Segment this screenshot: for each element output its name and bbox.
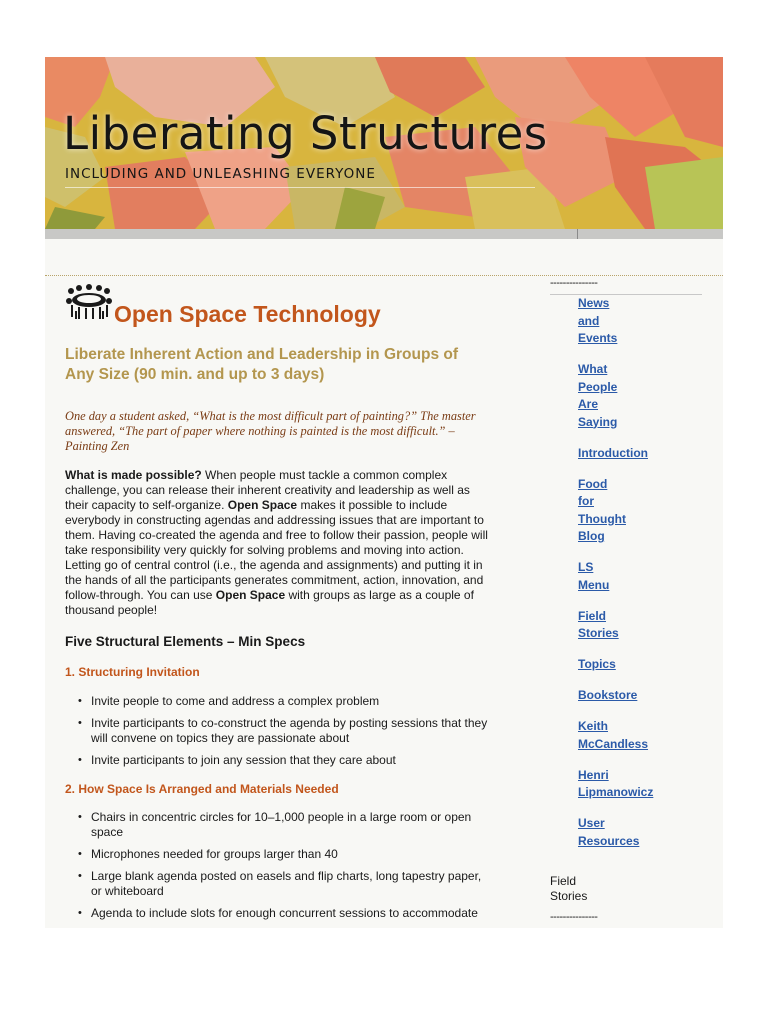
list-item: • Invite participants to join any session that they care about: [65, 753, 490, 768]
sidebar-field-stories-label: Field Stories: [550, 874, 588, 903]
intro-text-3: with groups as large as a couple of thousand people!: [65, 588, 474, 617]
sidebar-link-henri-lipmanowicz[interactable]: [578, 767, 688, 802]
sidebar-link-line: People: [578, 379, 618, 394]
page-container: [45, 57, 723, 928]
sidebar-separator: ---------------: [550, 277, 598, 289]
sidebar-link-line: Introduction: [578, 445, 648, 460]
intro-text-2: makes it possible to include everybody in constructing agendas and addressing issues that are important to them. Having co-created the agenda and free to follow their passion, people will take responsibility very quickly for solving problems and moving into action. Letting go of central control (i.e., the agenda and assignments) and putting it in the hands of all the participants generates commitment, action, innovation, and follow-through. You can use: [65, 498, 488, 602]
list-item: • Invite participants to co-construct the agenda by posting sessions that they will convene on topics they are passionate about: [65, 716, 490, 746]
section-heading: 1. Structuring Invitation: [65, 665, 200, 679]
list-item: • Agenda to include slots for enough concurrent sessions to accommodate: [65, 906, 490, 921]
sidebar-link-field-stories[interactable]: [578, 608, 688, 643]
strip-divider: [577, 229, 578, 239]
open-space-term-1: Open Space: [227, 498, 298, 512]
title-row: [65, 283, 495, 327]
bullet-list: [65, 810, 490, 928]
elements-heading: Five Structural Elements – Min Specs: [65, 634, 306, 649]
content-divider: [45, 275, 723, 276]
sidebar-link-line: for: [578, 494, 594, 508]
sidebar-link-line: Resources: [578, 833, 640, 848]
sidebar-link-introduction[interactable]: [578, 445, 688, 463]
bullet-list: [65, 694, 490, 775]
sidebar-link-line: Are: [578, 397, 599, 411]
tagline-divider: [65, 187, 535, 188]
sidebar-link-line: What: [578, 362, 608, 376]
sidebar-link-line: Bookstore: [578, 688, 638, 702]
sidebar-link-line: Lipmanowicz: [578, 785, 654, 799]
sidebar-link-keith-mccandless[interactable]: [578, 718, 688, 753]
sidebar-link-line: Saying: [578, 414, 618, 429]
sidebar-link-line: Menu: [578, 577, 610, 592]
sidebar-link-line: McCandless: [578, 736, 649, 751]
list-item: • Invite people to come and address a complex problem: [65, 694, 490, 709]
sidebar-link-line: Henri: [578, 767, 609, 782]
sidebar-link-line: User: [578, 816, 605, 830]
painting-zen-quote: One day a student asked, “What is the most difficult part of painting?” The master answered, “The part of paper where nothing is painted is the most difficult.” – Painting Zen: [65, 409, 476, 453]
sidebar-link-line: and: [578, 313, 600, 328]
sidebar-link-line: Field: [578, 608, 607, 623]
list-item: • Microphones needed for groups larger than 40: [65, 847, 490, 862]
list-item: • Chairs in concentric circles for 10–1,000 people in a large room or open space: [65, 810, 490, 840]
page-subtitle: Liberate Inherent Action and Leadership in Groups of Any Size (90 min. and up to 3 days): [65, 346, 458, 383]
site-tagline: INCLUDING AND UNLEASHING EVERYONE: [65, 166, 376, 182]
sidebar-link-line: Blog: [578, 529, 605, 543]
site-title[interactable]: Liberating Structures: [63, 107, 548, 160]
sidebar-link-line: LS: [578, 560, 594, 574]
intro-text-1: When people must tackle a common complex challenge, you can release their inherent creativity and leadership as well as their capacity to self-organize.: [65, 468, 470, 512]
header-banner: [45, 57, 723, 229]
sidebar-link-line: Stories: [578, 626, 619, 640]
sidebar-link-news-and-events[interactable]: [578, 295, 688, 348]
section-heading: 2. How Space Is Arranged and Materials Needed: [65, 782, 339, 796]
sidebar-link-line: Food: [578, 476, 608, 491]
sidebar-link-line: Topics: [578, 657, 616, 671]
banner-strip: [45, 229, 723, 239]
sidebar-link-bookstore[interactable]: [578, 687, 688, 705]
sidebar-link-user-resources[interactable]: [578, 815, 688, 850]
intro-lead: What is made possible?: [65, 468, 202, 482]
page-title: Open Space Technology: [114, 301, 381, 327]
list-item: • Large blank agenda posted on easels and flip charts, long tapestry paper, or whiteboard: [65, 869, 490, 899]
intro-paragraph: [65, 468, 490, 618]
sidebar-link-ls-menu[interactable]: [578, 559, 688, 594]
sidebar-link-what-people-are-saying[interactable]: [578, 361, 688, 431]
sidebar-link-line: News: [578, 296, 610, 310]
sidebar-link-line: Thought: [578, 511, 626, 526]
sidebar-separator: ---------------: [550, 911, 598, 923]
open-space-term-2: Open Space: [215, 588, 286, 602]
sidebar-link-topics[interactable]: [578, 656, 688, 674]
sidebar-link-line: Events: [578, 331, 618, 345]
people-circle-icon: [65, 283, 113, 323]
sidebar-link-food-for-thought-blog[interactable]: [578, 476, 688, 546]
sidebar-link-line: Keith: [578, 719, 608, 733]
